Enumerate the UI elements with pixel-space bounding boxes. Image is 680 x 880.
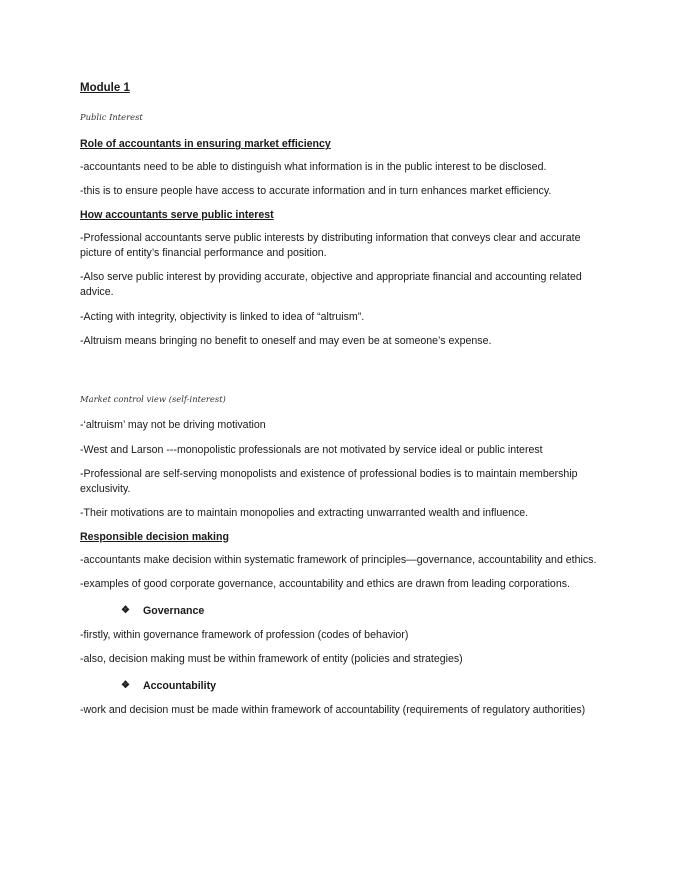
paragraph: -firstly, within governance framework of profession (codes of behavior)	[80, 628, 409, 641]
section-heading-serve-public-interest: How accountants serve public interest	[80, 209, 274, 222]
paragraph: -work and decision must be made within framework of accountability (requirements of regulatory authorities)	[80, 703, 586, 716]
diamond-bullet-icon: ❖	[121, 680, 130, 692]
bullet-accountability	[120, 679, 600, 694]
paragraph: -Acting with integrity, objectivity is linked to idea of “altruism”.	[80, 310, 365, 323]
paragraph: -Altruism means bringing no benefit to oneself and may even be at someone’s expense.	[80, 334, 492, 347]
bullet-governance	[120, 604, 600, 619]
market-control-note: Market control view (self-interest)	[80, 393, 226, 404]
paragraph: -‘altruism’ may not be driving motivation	[80, 419, 266, 432]
bullet-label: Accountability	[143, 679, 216, 692]
paragraph: -Their motivations are to maintain monopolies and extracting unwarranted wealth and influence.	[80, 506, 529, 519]
section-heading-market-efficiency: Role of accountants in ensuring market efficiency	[80, 138, 331, 151]
public-interest-note: Public Interest	[80, 112, 143, 123]
section-heading-decision-making: Responsible decision making	[80, 530, 229, 543]
spacer	[80, 358, 600, 394]
paragraph: -Professional are self-serving monopolists and existence of professional bodies is to maintain membership exclusivity.	[80, 467, 578, 495]
paragraph: -examples of good corporate governance, accountability and ethics are drawn from leading corporations.	[80, 577, 570, 590]
paragraph: -this is to ensure people have access to accurate information and in turn enhances market efficiency.	[80, 185, 552, 198]
paragraph: -Professional accountants serve public interests by distributing information that conveys clear and accurate picture of entity’s financial performance and position.	[80, 232, 581, 260]
paragraph: -accountants make decision within systematic framework of principles—governance, accountability and ethics.	[80, 553, 597, 566]
paragraph: -Also serve public interest by providing accurate, objective and appropriate financial and accounting related advice.	[80, 271, 582, 299]
paragraph: -West and Larson ---monopolistic professionals are not motivated by service ideal or public interest	[80, 443, 543, 456]
diamond-bullet-icon: ❖	[121, 605, 130, 617]
paragraph: -also, decision making must be within framework of entity (policies and strategies)	[80, 652, 463, 665]
bullet-label: Governance	[143, 604, 205, 617]
paragraph: -accountants need to be able to distinguish what information is in the public interest to be disclosed.	[80, 161, 547, 174]
module-title: Module 1	[80, 82, 130, 94]
